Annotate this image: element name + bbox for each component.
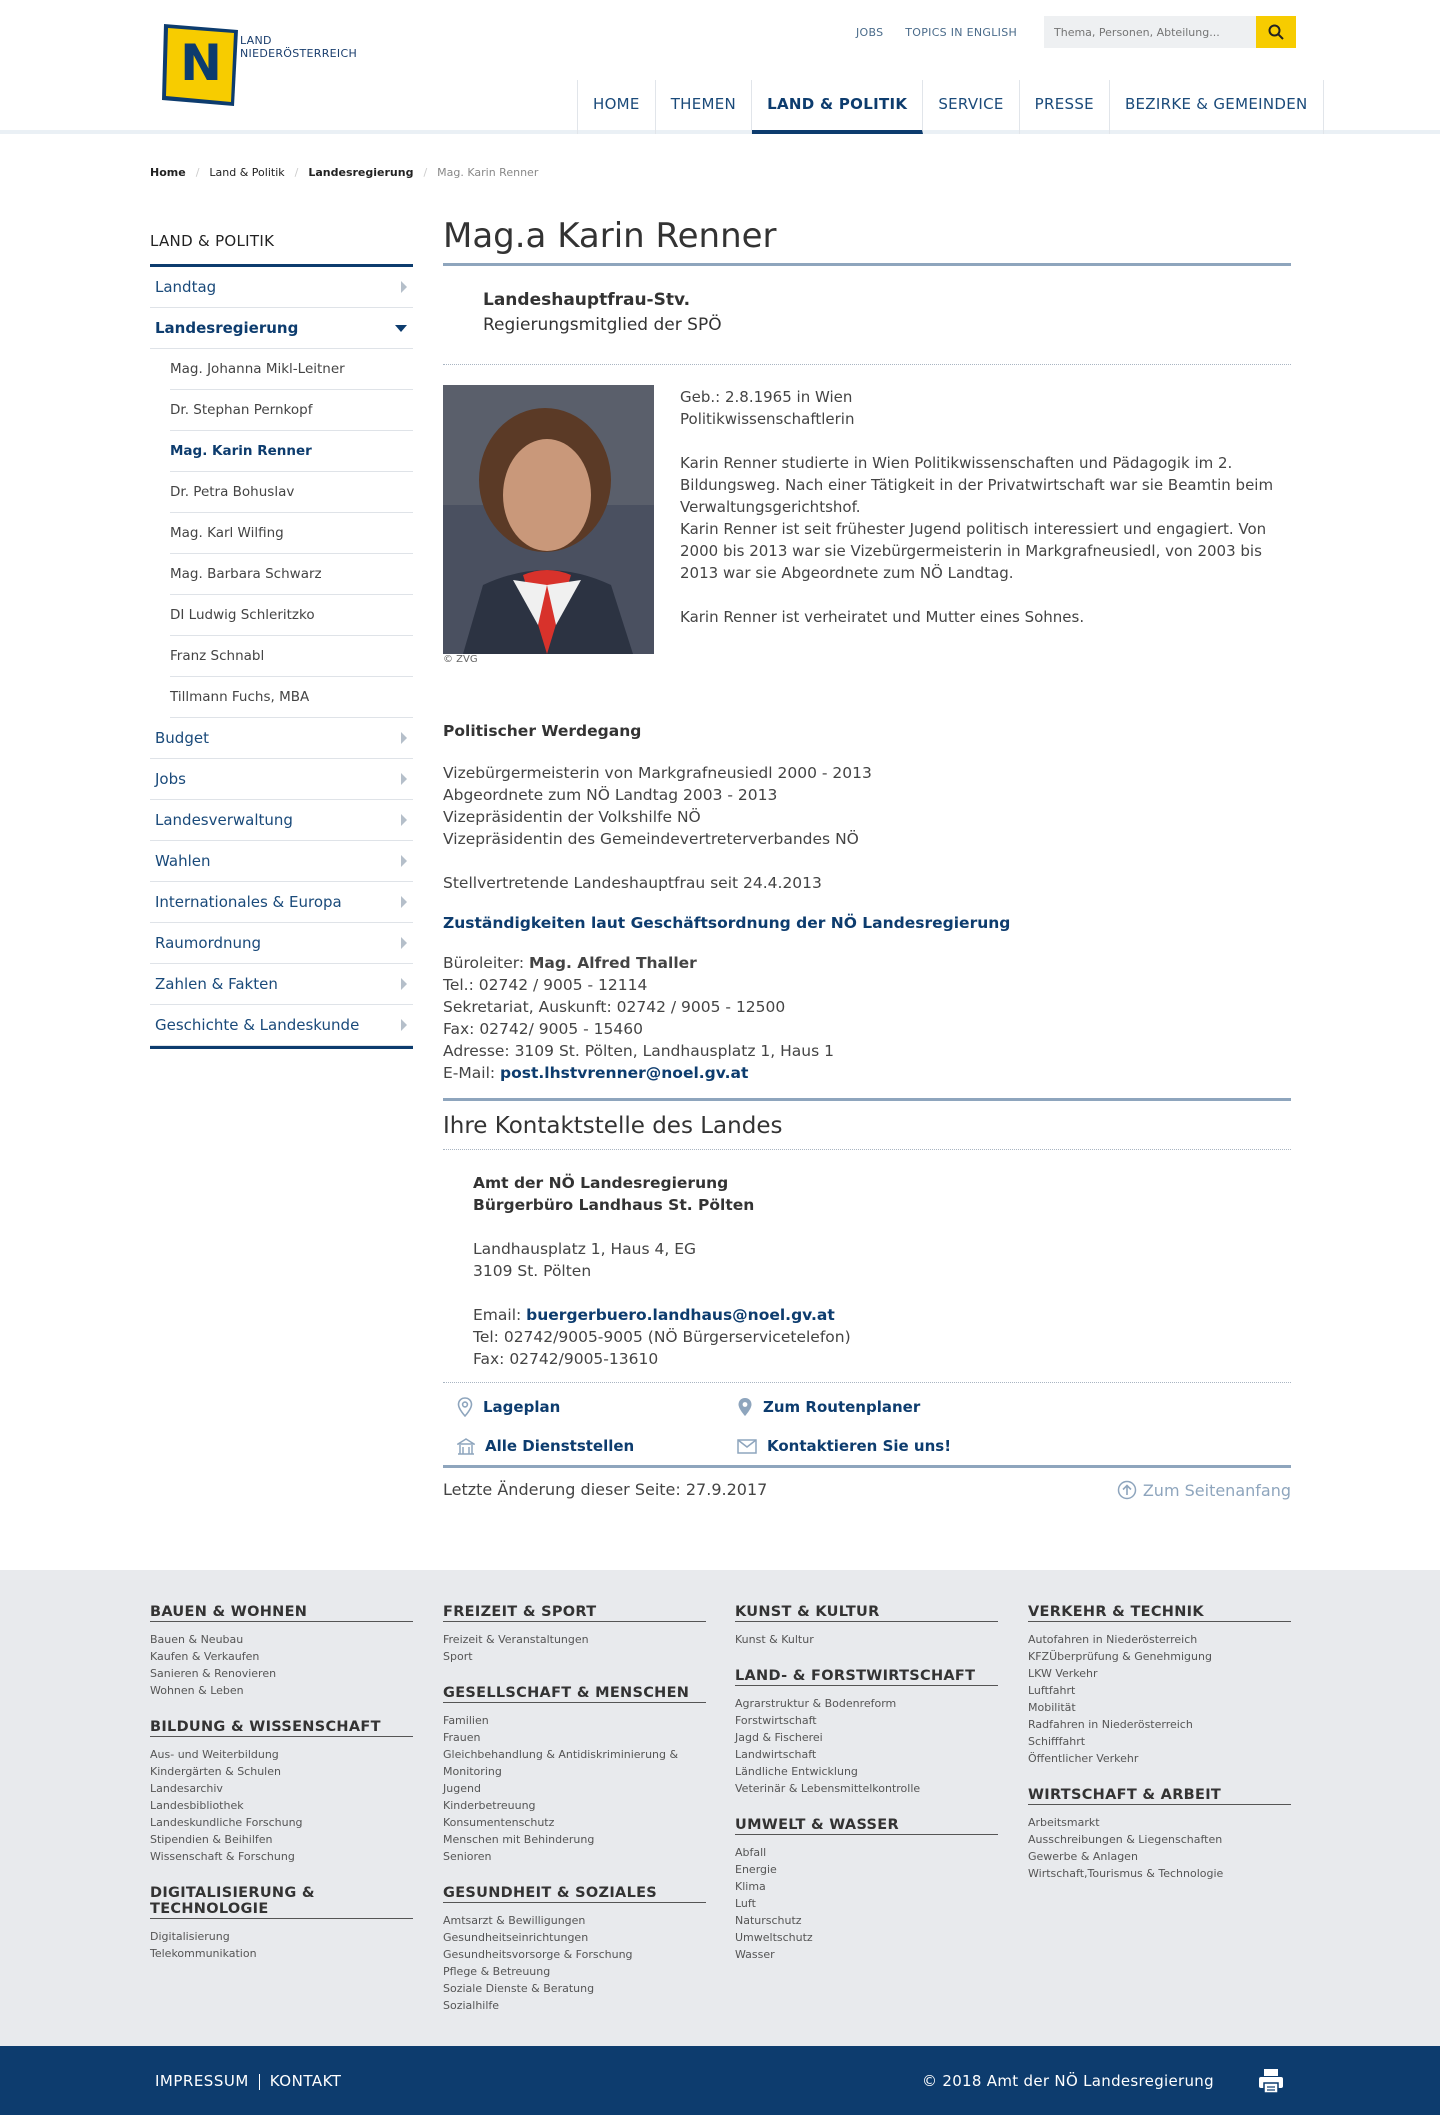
routenplaner-link[interactable]: Zum Routenplaner xyxy=(737,1397,1017,1417)
office-email-link[interactable]: post.lhstvrenner@noel.gv.at xyxy=(500,1064,749,1082)
chevron-right-icon xyxy=(401,732,407,744)
sitemap-link[interactable]: Schifffahrt xyxy=(1028,1735,1086,1748)
sitemap-heading[interactable]: UMWELT & WASSER xyxy=(735,1817,998,1835)
sidebar-subitem[interactable]: Mag. Karl Wilfing xyxy=(170,513,413,554)
sitemap-link[interactable]: Freizeit & Veranstaltungen xyxy=(443,1633,589,1646)
sitemap-link[interactable]: Kindergärten & Schulen xyxy=(150,1765,281,1778)
printer-icon[interactable] xyxy=(1258,2068,1284,2094)
sitemap-heading[interactable]: DIGITALISIERUNG & TECHNOLOGIE xyxy=(150,1885,413,1919)
role-block xyxy=(483,288,1291,338)
chevron-right-icon xyxy=(401,1019,407,1031)
sidebar-subitem-active[interactable]: Mag. Karin Renner xyxy=(170,431,413,472)
role-title: Landeshauptfrau-Stv. xyxy=(483,290,691,310)
impressum-link[interactable]: IMPRESSUM xyxy=(155,2072,249,2090)
chevron-down-icon xyxy=(395,325,407,332)
sitemap-link[interactable]: Autofahren in Niederösterreich xyxy=(1028,1633,1198,1646)
breadcrumb: Home / Land & Politik / Landesregierung / Mag. Karin Renner xyxy=(150,166,539,179)
chevron-right-icon xyxy=(401,814,407,826)
sitemap-link[interactable]: Konsumentenschutz xyxy=(443,1816,555,1829)
office-email: E-Mail: post.lhstvrenner@noel.gv.at xyxy=(443,1064,749,1082)
portrait-image xyxy=(443,385,654,654)
contact-email: Email: buergerbuero.landhaus@noel.gv.at xyxy=(473,1306,835,1324)
breadcrumb-home[interactable]: Home xyxy=(150,166,186,179)
sitemap-link[interactable]: Veterinär & Lebensmittelkontrolle xyxy=(735,1782,921,1795)
sitemap-link[interactable]: Digitalisierung xyxy=(150,1930,230,1943)
footer-bar xyxy=(0,2046,1440,2115)
mail-icon xyxy=(737,1439,757,1454)
sitemap-link[interactable]: Sanieren & Renovieren xyxy=(150,1667,277,1680)
nav-bezirke-gemeinden[interactable]: BEZIRKE & GEMEINDEN xyxy=(1110,80,1324,134)
sitemap-link[interactable]: Landeskundliche Forschung xyxy=(150,1816,303,1829)
main-content xyxy=(443,214,1291,1500)
sitemap-heading[interactable]: FREIZEIT & SPORT xyxy=(443,1604,706,1622)
sitemap-link[interactable]: Mobilität xyxy=(1028,1701,1076,1714)
search-button[interactable] xyxy=(1256,16,1296,48)
sitemap-link[interactable]: Menschen mit Behinderung xyxy=(443,1833,595,1846)
sitemap-link[interactable]: Senioren xyxy=(443,1850,492,1863)
footer-links xyxy=(155,2072,341,2090)
sitemap-link[interactable]: Aus- und Weiterbildung xyxy=(150,1748,279,1761)
top-links xyxy=(856,26,1035,39)
search-input[interactable] xyxy=(1044,16,1254,48)
noe-logo[interactable] xyxy=(162,22,240,108)
sitemap-link[interactable]: Stipendien & Beihilfen xyxy=(150,1833,273,1846)
sitemap-link[interactable]: KFZÜberprüfung & Genehmigung xyxy=(1028,1650,1212,1663)
sidebar-subitem[interactable]: Franz Schnabl xyxy=(170,636,413,677)
divider xyxy=(443,364,1291,365)
sitemap-heading[interactable]: GESUNDHEIT & SOZIALES xyxy=(443,1885,706,1903)
office-chief: Büroleiter: Mag. Alfred Thaller xyxy=(443,954,697,972)
sidebar-subitem[interactable]: Tillmann Fuchs, MBA xyxy=(170,677,413,718)
sidebar-item-wahlen[interactable]: Wahlen xyxy=(150,841,413,882)
lageplan-link[interactable]: Lageplan xyxy=(457,1397,737,1417)
career-item: Vizepräsidentin des Gemeindevertreterverbandes NÖ xyxy=(443,830,859,848)
biography xyxy=(680,386,1291,650)
sitemap-heading[interactable]: VERKEHR & TECHNIK xyxy=(1028,1604,1291,1622)
sitemap-link[interactable]: Gesundheitsvorsorge & Forschung xyxy=(443,1948,633,1961)
chevron-right-icon xyxy=(401,773,407,785)
nav-presse[interactable]: PRESSE xyxy=(1020,80,1110,134)
breadcrumb-current: Mag. Karin Renner xyxy=(437,166,539,179)
contact-section xyxy=(443,1098,1291,1500)
contact-fax: Fax: 02742/9005-13610 xyxy=(473,1350,659,1368)
sitemap-link[interactable]: Sozialhilfe xyxy=(443,1999,500,2012)
sitemap-link[interactable]: Gewerbe & Anlagen xyxy=(1028,1850,1138,1863)
bio-paragraph: Karin Renner studierte in Wien Politikwissenschaften und Pädagogik im 2. Bildungsweg. Nach einer Tätigkeit in der Privatwirtschaft war sie Beamtin beim Verwaltungsgerichtshof. xyxy=(680,454,1274,516)
career-item: Abgeordnete zum NÖ Landtag 2003 - 2013 xyxy=(443,786,778,804)
sitemap-link[interactable]: Luftfahrt xyxy=(1028,1684,1076,1697)
sidebar-subitem[interactable]: Mag. Barbara Schwarz xyxy=(170,554,413,595)
contact-org: Amt der NÖ Landesregierung xyxy=(473,1174,729,1192)
sitemap-link[interactable]: Amtsarzt & Bewilligungen xyxy=(443,1914,586,1927)
sidebar-item-landesverwaltung[interactable]: Landesverwaltung xyxy=(150,800,413,841)
main-navigation xyxy=(577,80,1324,134)
sitemap-link[interactable]: Wohnen & Leben xyxy=(150,1684,244,1697)
search-box xyxy=(1044,16,1296,48)
kontakt-link-footer[interactable]: KONTAKT xyxy=(269,2072,342,2090)
site-header xyxy=(0,0,1440,134)
topics-in-english-link[interactable]: TOPICS IN ENGLISH xyxy=(905,26,1018,39)
sitemap-heading[interactable]: LAND- & FORSTWIRTSCHAFT xyxy=(735,1668,998,1686)
career-section xyxy=(443,720,1291,1084)
last-change-bar xyxy=(443,1465,1291,1500)
logo-text: LAND NIEDERÖSTERREICH xyxy=(240,34,358,60)
chevron-right-icon xyxy=(401,896,407,908)
sitemap-heading[interactable]: GESELLSCHAFT & MENSCHEN xyxy=(443,1685,706,1703)
sitemap-column xyxy=(1028,1604,1291,1902)
map-pin-icon xyxy=(457,1397,473,1417)
arrow-up-circle-icon xyxy=(1117,1480,1137,1500)
contact-links xyxy=(443,1383,1291,1455)
sitemap-link[interactable]: Gleichbehandlung & Antidiskriminierung & Monitoring xyxy=(443,1748,679,1778)
breadcrumb-land-politik[interactable]: Land & Politik xyxy=(209,166,285,179)
sidebar-subitem[interactable]: Dr. Petra Bohuslav xyxy=(170,472,413,513)
sitemap-link[interactable]: Ländliche Entwicklung xyxy=(735,1765,858,1778)
location-pin-icon xyxy=(737,1397,753,1417)
sidebar-item-budget[interactable]: Budget xyxy=(150,718,413,759)
nav-themen[interactable]: THEMEN xyxy=(656,80,752,134)
kontakt-link[interactable]: Kontaktieren Sie uns! xyxy=(737,1437,1017,1455)
photo-credit: © ZVG xyxy=(443,654,478,665)
nav-land-politik[interactable]: LAND & POLITIK xyxy=(752,80,923,134)
sitemap-link[interactable]: Naturschutz xyxy=(735,1914,802,1927)
contact-email-link[interactable]: buergerbuero.landhaus@noel.gv.at xyxy=(526,1306,835,1324)
chevron-right-icon xyxy=(401,855,407,867)
bio-profession: Politikwissenschaftlerin xyxy=(680,410,855,428)
career-item: Vizepräsidentin der Volkshilfe NÖ xyxy=(443,808,701,826)
sitemap-link[interactable]: Pflege & Betreuung xyxy=(443,1965,551,1978)
sitemap-link[interactable]: Arbeitsmarkt xyxy=(1028,1816,1100,1829)
sitemap-link[interactable]: Energie xyxy=(735,1863,777,1876)
sitemap-link[interactable]: Gesundheitseinrichtungen xyxy=(443,1931,589,1944)
chevron-right-icon xyxy=(401,978,407,990)
sitemap-heading[interactable]: BILDUNG & WISSENSCHAFT xyxy=(150,1719,413,1737)
sidebar-item-internationales[interactable]: Internationales & Europa xyxy=(150,882,413,923)
sidebar-title: LAND & POLITIK xyxy=(150,232,413,267)
bio-born: Geb.: 2.8.1965 in Wien xyxy=(680,388,853,406)
jobs-link[interactable]: JOBS xyxy=(856,26,884,39)
sitemap-link[interactable]: Radfahren in Niederösterreich xyxy=(1028,1718,1193,1731)
office-chief-name: Mag. Alfred Thaller xyxy=(528,954,697,972)
contact-city: 3109 St. Pölten xyxy=(473,1262,592,1280)
to-top-link[interactable]: Zum Seitenanfang xyxy=(1117,1480,1291,1500)
sitemap-link[interactable]: Sport xyxy=(443,1650,473,1663)
sidebar xyxy=(150,232,413,1049)
sitemap-link[interactable]: Jagd & Fischerei xyxy=(735,1731,823,1744)
bio-paragraph: Karin Renner ist verheiratet und Mutter eines Sohnes. xyxy=(680,608,1085,626)
sitemap-column xyxy=(150,1604,413,1982)
search-icon xyxy=(1268,24,1284,40)
deputy-since: Stellvertretende Landeshauptfrau seit 24.4.2013 xyxy=(443,874,822,892)
career-item: Vizebürgermeisterin von Markgrafneusiedl 2000 - 2013 xyxy=(443,764,872,782)
contact-heading: Ihre Kontaktstelle des Landes xyxy=(443,1098,1291,1149)
office-address: Adresse: 3109 St. Pölten, Landhausplatz 1, Haus 1 xyxy=(443,1042,834,1060)
last-change-text: Letzte Änderung dieser Seite: 27.9.2017 xyxy=(443,1480,768,1499)
sitemap-link[interactable]: Öffentlicher Verkehr xyxy=(1028,1752,1139,1765)
sitemap-heading[interactable]: KUNST & KULTUR xyxy=(735,1604,998,1622)
sitemap-link[interactable]: Kinderbetreuung xyxy=(443,1799,536,1812)
sitemap-link[interactable]: Agrarstruktur & Bodenreform xyxy=(735,1697,897,1710)
sitemap-link[interactable]: Wissenschaft & Forschung xyxy=(150,1850,295,1863)
contact-street: Landhausplatz 1, Haus 4, EG xyxy=(473,1240,697,1258)
sitemap-link[interactable]: Landesarchiv xyxy=(150,1782,223,1795)
office-fax: Fax: 02742/ 9005 - 15460 xyxy=(443,1020,643,1038)
portrait-photo xyxy=(443,385,654,654)
office-secretary: Sekretariat, Auskunft: 02742 / 9005 - 12500 xyxy=(443,998,786,1016)
bio-paragraph: Karin Renner ist seit frühester Jugend politisch interessiert und engagiert. Von 2000 bis 2013 war sie Vizebürgermeisterin in Markgrafneusiedl, von 2003 bis 2013 war sie Abgeordnete zum NÖ Landtag. xyxy=(680,520,1267,582)
copyright: © 2018 Amt der NÖ Landesregierung xyxy=(922,2072,1214,2090)
career-heading: Politischer Werdegang xyxy=(443,722,642,740)
sitemap-link[interactable]: Frauen xyxy=(443,1731,481,1744)
responsibilities-link[interactable]: Zuständigkeiten laut Geschäftsordnung der NÖ Landesregierung xyxy=(443,914,1011,932)
sidebar-subitem[interactable]: DI Ludwig Schleritzko xyxy=(170,595,413,636)
sidebar-subitem[interactable]: Mag. Johanna Mikl-Leitner xyxy=(170,349,413,390)
sidebar-item-raumordnung[interactable]: Raumordnung xyxy=(150,923,413,964)
sitemap-link[interactable]: Landwirtschaft xyxy=(735,1748,817,1761)
svg-text:N: N xyxy=(180,34,222,92)
sitemap-link[interactable]: LKW Verkehr xyxy=(1028,1667,1098,1680)
sitemap-link[interactable]: Telekommunikation xyxy=(150,1947,257,1960)
sidebar-item-jobs[interactable]: Jobs xyxy=(150,759,413,800)
footer-sitemap xyxy=(0,1570,1440,2046)
sitemap-link[interactable]: Abfall xyxy=(735,1846,767,1859)
sitemap-link[interactable]: Jugend xyxy=(443,1782,481,1795)
sitemap-link[interactable]: Umweltschutz xyxy=(735,1931,813,1944)
sitemap-column xyxy=(735,1604,998,1983)
sidebar-divider xyxy=(150,1046,413,1049)
sidebar-item-landesregierung[interactable]: Landesregierung xyxy=(150,308,413,349)
contact-address xyxy=(443,1150,1291,1382)
sidebar-subitem[interactable]: Dr. Stephan Pernkopf xyxy=(170,390,413,431)
sitemap-heading[interactable]: WIRTSCHAFT & ARBEIT xyxy=(1028,1787,1291,1805)
nav-home[interactable]: HOME xyxy=(578,80,656,134)
chevron-right-icon xyxy=(401,281,407,293)
contact-tel: Tel: 02742/9005-9005 (NÖ Bürgerservicetelefon) xyxy=(473,1328,851,1346)
breadcrumb-landesregierung[interactable]: Landesregierung xyxy=(308,166,414,179)
sitemap-link[interactable]: Familien xyxy=(443,1714,489,1727)
sitemap-link[interactable]: Wasser xyxy=(735,1948,775,1961)
sitemap-link[interactable]: Kaufen & Verkaufen xyxy=(150,1650,260,1663)
sitemap-link[interactable]: Kunst & Kultur xyxy=(735,1633,814,1646)
sitemap-link[interactable]: Landesbibliothek xyxy=(150,1799,244,1812)
sitemap-column xyxy=(443,1604,706,2034)
chevron-right-icon xyxy=(401,937,407,949)
dienststellen-link[interactable]: Alle Dienststellen xyxy=(457,1437,737,1455)
nav-service[interactable]: SERVICE xyxy=(923,80,1019,134)
sitemap-link[interactable]: Soziale Dienste & Beratung xyxy=(443,1982,595,1995)
sitemap-heading[interactable]: BAUEN & WOHNEN xyxy=(150,1604,413,1622)
role-subtitle: Regierungsmitglied der SPÖ xyxy=(483,315,722,335)
sidebar-item-landtag[interactable]: Landtag xyxy=(150,267,413,308)
office-tel: Tel.: 02742 / 9005 - 12114 xyxy=(443,976,648,994)
page-title: Mag.a Karin Renner xyxy=(443,214,1291,266)
sitemap-link[interactable]: Bauen & Neubau xyxy=(150,1633,244,1646)
sidebar-item-zahlen-fakten[interactable]: Zahlen & Fakten xyxy=(150,964,413,1005)
sitemap-link[interactable]: Forstwirtschaft xyxy=(735,1714,817,1727)
sidebar-item-geschichte[interactable]: Geschichte & Landeskunde xyxy=(150,1005,413,1046)
sitemap-link[interactable]: Klima xyxy=(735,1880,766,1893)
contact-office: Bürgerbüro Landhaus St. Pölten xyxy=(473,1196,755,1214)
sitemap-link[interactable]: Wirtschaft,Tourismus & Technologie xyxy=(1028,1867,1224,1880)
building-icon xyxy=(457,1437,475,1455)
sitemap-link[interactable]: Luft xyxy=(735,1897,756,1910)
sitemap-link[interactable]: Ausschreibungen & Liegenschaften xyxy=(1028,1833,1223,1846)
